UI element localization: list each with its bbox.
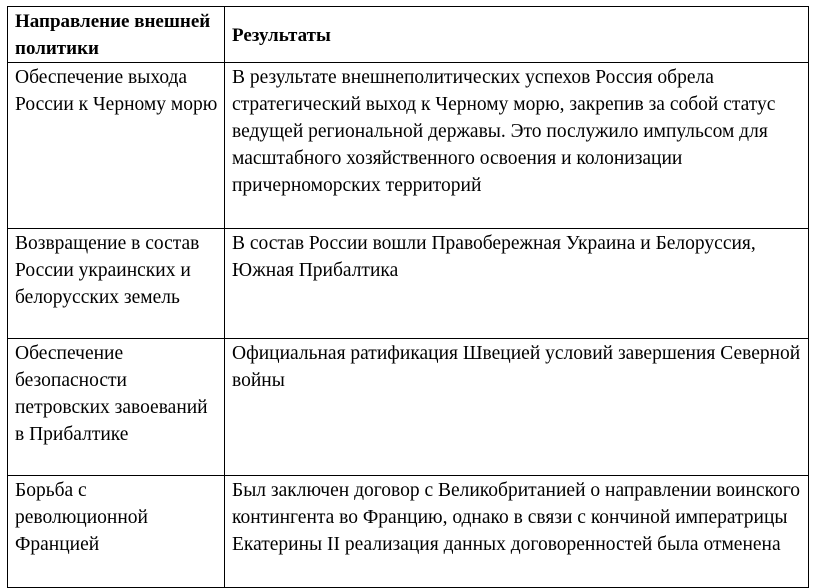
- table-row: [8, 229, 809, 339]
- table-row: [8, 63, 809, 229]
- cell-result: Был заключен договор с Великобританией о направлении воинского контингента во Францию, однако в связи с кончиной императрицы Екатерины II реализация данных договоренностей была отменена: [225, 476, 809, 588]
- header-direction: Направление внешней политики: [8, 7, 225, 63]
- cell-direction: Обеспечение выхода России к Черному морю: [8, 63, 225, 229]
- table-row: [8, 476, 809, 588]
- table-header-row: [8, 7, 809, 63]
- cell-result: Официальная ратификация Швецией условий завершения Северной войны: [225, 339, 809, 476]
- header-results: Результаты: [225, 7, 809, 63]
- table-row: [8, 339, 809, 476]
- cell-direction: Обеспечение безопасности петровских завоеваний в Прибалтике: [8, 339, 225, 476]
- foreign-policy-table: [7, 6, 809, 588]
- cell-result: В результате внешнеполитических успехов Россия обрела стратегический выход к Черному морю, закрепив за собой статус ведущей региональной державы. Это послужило импульсом для масштабного хозяйственного освоения и колонизации причерноморских территорий: [225, 63, 809, 229]
- cell-direction: Борьба с революционной Францией: [8, 476, 225, 588]
- cell-direction: Возвращение в состав России украинских и белорусских земель: [8, 229, 225, 339]
- cell-result: В состав России вошли Правобережная Украина и Белоруссия, Южная Прибалтика: [225, 229, 809, 339]
